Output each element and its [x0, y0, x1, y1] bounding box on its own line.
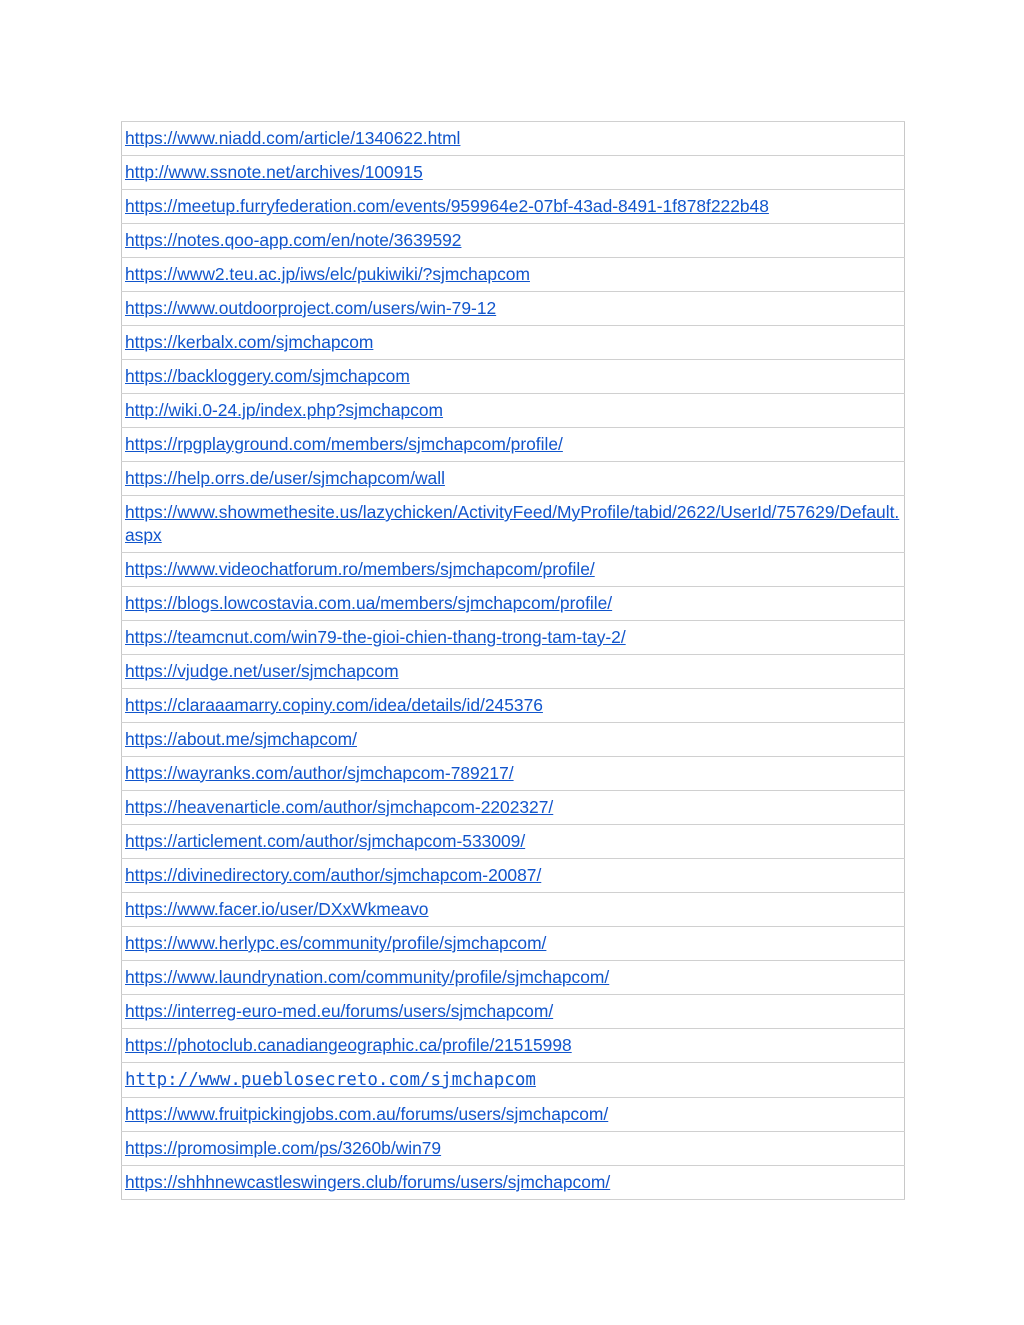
- link[interactable]: https://notes.qoo-app.com/en/note/3639592: [125, 230, 462, 250]
- link-cell: [122, 859, 905, 893]
- table-row: [122, 961, 905, 995]
- link-cell: [122, 621, 905, 655]
- link-cell: [122, 462, 905, 496]
- table-row: [122, 859, 905, 893]
- table-row: [122, 360, 905, 394]
- link[interactable]: https://www.outdoorproject.com/users/win-79-12: [125, 298, 497, 318]
- link[interactable]: https://articlement.com/author/sjmchapcom-533009/: [125, 831, 526, 851]
- link-cell: [122, 927, 905, 961]
- table-row: [122, 553, 905, 587]
- table-row: [122, 156, 905, 190]
- link-cell: [122, 394, 905, 428]
- table-row: [122, 825, 905, 859]
- table-row: [122, 258, 905, 292]
- link-cell: [122, 893, 905, 927]
- table-row: [122, 655, 905, 689]
- link[interactable]: https://help.orrs.de/user/sjmchapcom/wall: [125, 468, 445, 488]
- table-row: [122, 122, 905, 156]
- table-row: [122, 394, 905, 428]
- link[interactable]: https://wayranks.com/author/sjmchapcom-789217/: [125, 763, 514, 783]
- table-row: [122, 927, 905, 961]
- table-row: [122, 428, 905, 462]
- table-row: [122, 1063, 905, 1098]
- table-row: [122, 1166, 905, 1200]
- table-row: [122, 723, 905, 757]
- table-row: [122, 757, 905, 791]
- table-row: [122, 1098, 905, 1132]
- link-cell: [122, 360, 905, 394]
- link-cell: [122, 825, 905, 859]
- link[interactable]: https://www.videochatforum.ro/members/sjmchapcom/profile/: [125, 559, 595, 579]
- link[interactable]: https://www.fruitpickingjobs.com.au/forums/users/sjmchapcom/: [125, 1104, 609, 1124]
- table-row: [122, 893, 905, 927]
- link-table: [121, 121, 905, 1200]
- link[interactable]: https://vjudge.net/user/sjmchapcom: [125, 661, 399, 681]
- table-row: [122, 190, 905, 224]
- link-cell: [122, 1166, 905, 1200]
- link[interactable]: http://wiki.0-24.jp/index.php?sjmchapcom: [125, 400, 444, 420]
- link-cell: [122, 190, 905, 224]
- link-cell: [122, 757, 905, 791]
- link-cell: [122, 655, 905, 689]
- link[interactable]: https://kerbalx.com/sjmchapcom: [125, 332, 374, 352]
- table-row: [122, 621, 905, 655]
- link[interactable]: https://www.facer.io/user/DXxWkmeavo: [125, 899, 429, 919]
- link[interactable]: https://photoclub.canadiangeographic.ca/profile/21515998: [125, 1035, 572, 1055]
- link-cell: [122, 258, 905, 292]
- link[interactable]: https://teamcnut.com/win79-the-gioi-chien-thang-trong-tam-tay-2/: [125, 627, 626, 647]
- link[interactable]: https://shhhnewcastleswingers.club/forums/users/sjmchapcom/: [125, 1172, 611, 1192]
- link[interactable]: https://interreg-euro-med.eu/forums/users/sjmchapcom/: [125, 1001, 554, 1021]
- link[interactable]: https://heavenarticle.com/author/sjmchapcom-2202327/: [125, 797, 554, 817]
- link[interactable]: https://promosimple.com/ps/3260b/win79: [125, 1138, 442, 1158]
- link[interactable]: https://www.herlypc.es/community/profile/sjmchapcom/: [125, 933, 547, 953]
- link[interactable]: https://backloggery.com/sjmchapcom: [125, 366, 410, 386]
- table-row: [122, 224, 905, 258]
- table-row: [122, 462, 905, 496]
- link-cell: [122, 156, 905, 190]
- table-row: [122, 1029, 905, 1063]
- link-cell: [122, 292, 905, 326]
- table-row: [122, 689, 905, 723]
- table-row: [122, 791, 905, 825]
- table-row: [122, 1132, 905, 1166]
- link-cell: [122, 1063, 905, 1098]
- link[interactable]: https://www.showmethesite.us/lazychicken/ActivityFeed/MyProfile/tabid/2622/UserId/757629/Default.aspx: [125, 502, 900, 545]
- link[interactable]: https://www2.teu.ac.jp/iws/elc/pukiwiki/?sjmchapcom: [125, 264, 530, 284]
- link[interactable]: http://www.ssnote.net/archives/100915: [125, 162, 423, 182]
- link[interactable]: https://claraaamarry.copiny.com/idea/details/id/245376: [125, 695, 543, 715]
- link-cell: [122, 224, 905, 258]
- link-cell: [122, 326, 905, 360]
- link-cell: [122, 961, 905, 995]
- link[interactable]: https://blogs.lowcostavia.com.ua/members/sjmchapcom/profile/: [125, 593, 613, 613]
- link-cell: [122, 587, 905, 621]
- link[interactable]: https://rpgplayground.com/members/sjmchapcom/profile/: [125, 434, 563, 454]
- table-row: [122, 995, 905, 1029]
- link[interactable]: https://www.laundrynation.com/community/profile/sjmchapcom/: [125, 967, 610, 987]
- link-cell: [122, 122, 905, 156]
- link-cell: [122, 791, 905, 825]
- table-row: [122, 292, 905, 326]
- link-cell: [122, 1029, 905, 1063]
- link-cell: [122, 553, 905, 587]
- table-row: [122, 326, 905, 360]
- link-cell: [122, 689, 905, 723]
- link[interactable]: https://about.me/sjmchapcom/: [125, 729, 357, 749]
- link-cell: [122, 995, 905, 1029]
- link[interactable]: http://www.pueblosecreto.com/sjmchapcom: [125, 1070, 536, 1090]
- table-row: [122, 587, 905, 621]
- link-cell: [122, 428, 905, 462]
- link-cell: [122, 723, 905, 757]
- link[interactable]: https://www.niadd.com/article/1340622.html: [125, 128, 461, 148]
- link-cell: [122, 1098, 905, 1132]
- link-cell: [122, 496, 905, 553]
- link[interactable]: https://meetup.furryfederation.com/events/959964e2-07bf-43ad-8491-1f878f222b48: [125, 196, 769, 216]
- table-row: [122, 496, 905, 553]
- link[interactable]: https://divinedirectory.com/author/sjmchapcom-20087/: [125, 865, 542, 885]
- link-cell: [122, 1132, 905, 1166]
